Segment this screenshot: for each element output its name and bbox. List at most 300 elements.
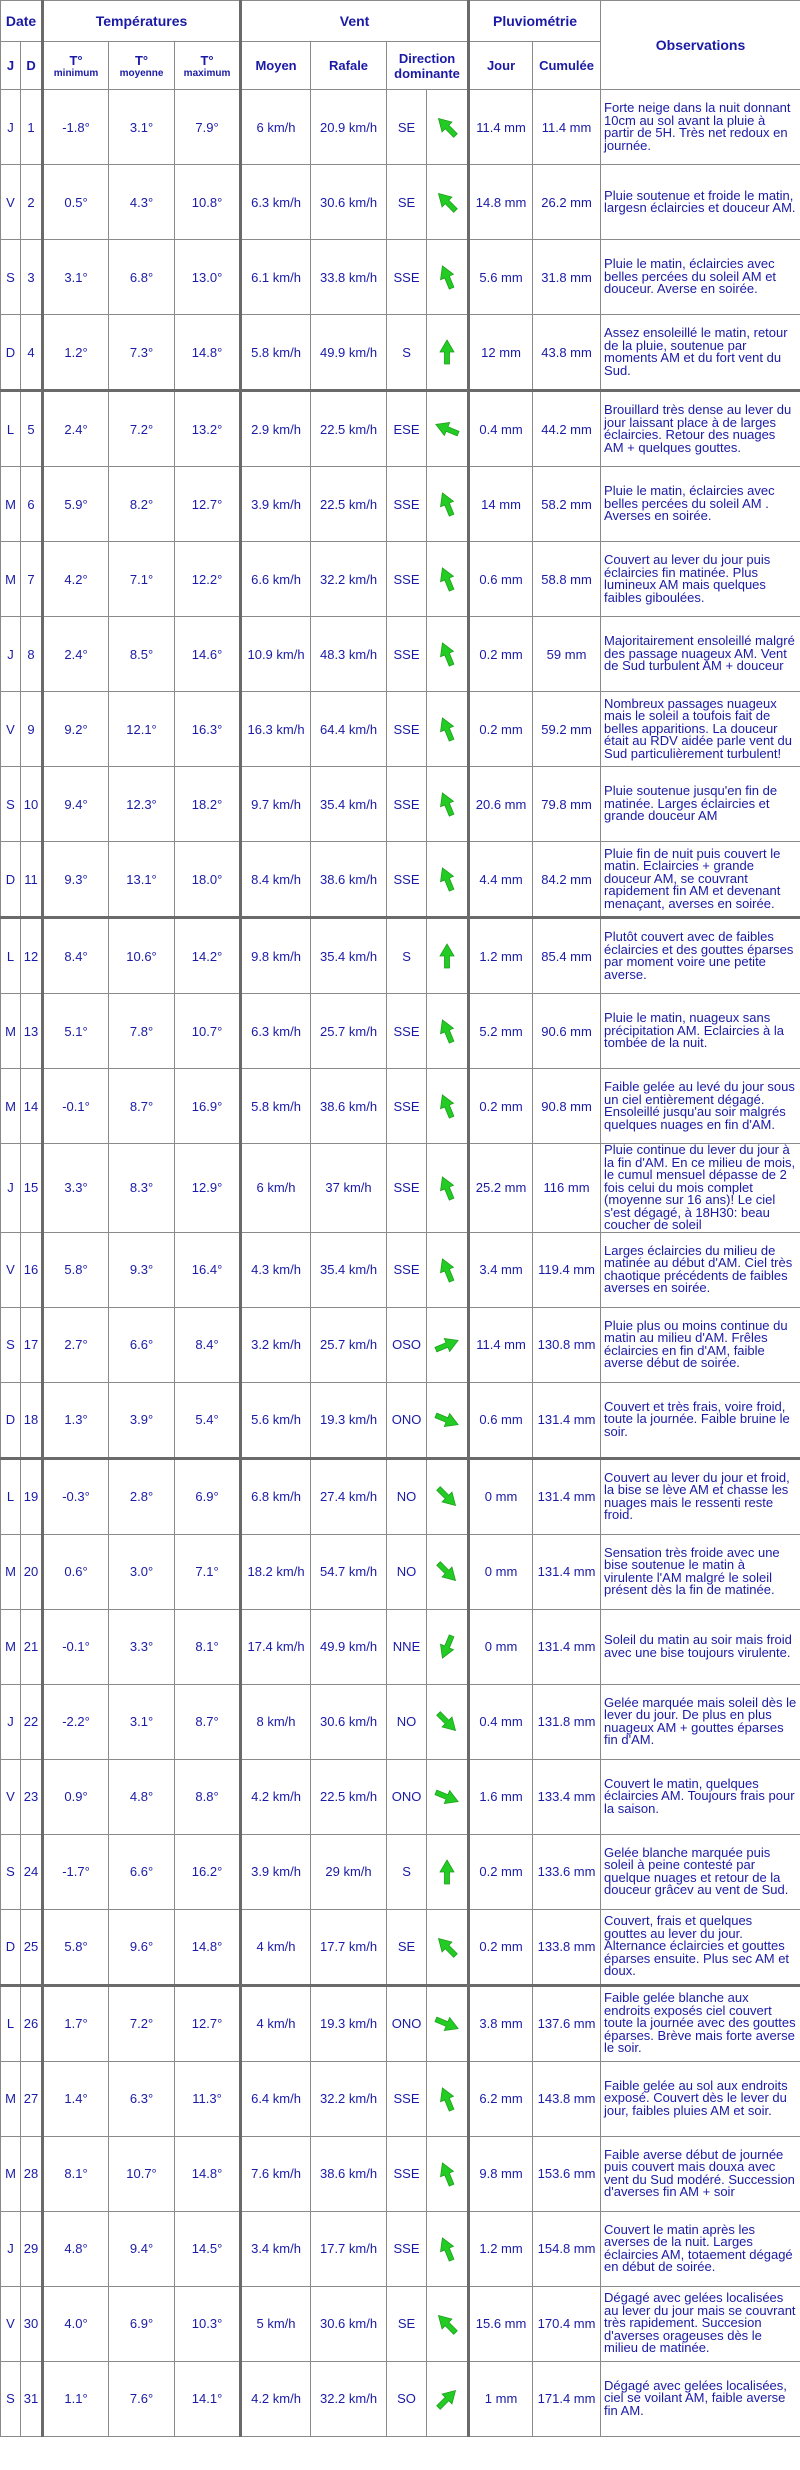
wind-arrow-shape bbox=[436, 2085, 458, 2113]
day-number-cell: 8 bbox=[21, 617, 43, 692]
tmax-cell: 12.7° bbox=[175, 1985, 241, 2061]
wind-arrow-cell bbox=[427, 2286, 469, 2361]
tmin-cell: 2.4° bbox=[43, 617, 109, 692]
tmin-cell: 1.3° bbox=[43, 1382, 109, 1458]
tmin-cell: 1.7° bbox=[43, 1985, 109, 2061]
wind-avg-cell: 9.7 km/h bbox=[241, 767, 311, 842]
tmax-cell: 18.0° bbox=[175, 842, 241, 918]
table-row bbox=[1, 2361, 800, 2436]
wind-dir-cell: SSE bbox=[387, 467, 427, 542]
rain-cumul-cell: 143.8 mm bbox=[533, 2061, 601, 2136]
rain-day-cell: 1 mm bbox=[469, 2361, 533, 2436]
tmax-cell: 14.5° bbox=[175, 2211, 241, 2286]
header-wind-gust: Rafale bbox=[311, 42, 387, 90]
observation-cell: Assez ensoleillé le matin, retour de la pluie, soutenue par moments AM et du fort vent du Sud. bbox=[601, 315, 800, 391]
rain-day-cell: 1.2 mm bbox=[469, 2211, 533, 2286]
observation-cell: Couvert, frais et quelques gouttes au lever du jour. Alternance éclaircies et gouttes éparses ensuite. Plus sec AM et doux. bbox=[601, 1909, 800, 1985]
wind-arrow-shape bbox=[436, 1174, 458, 1202]
wind-avg-cell: 5.8 km/h bbox=[241, 1069, 311, 1144]
observation-cell: Forte neige dans la nuit donnant 10cm au sol avant la pluie à partir de 5H. Très net redoux en journée. bbox=[601, 90, 800, 165]
table-row bbox=[1, 1307, 800, 1382]
wind-arrow-shape bbox=[436, 715, 458, 743]
tmoy-cell: 7.1° bbox=[109, 542, 175, 617]
day-number-cell: 25 bbox=[21, 1909, 43, 1985]
wind-gust-cell: 19.3 km/h bbox=[311, 1985, 387, 2061]
wind-gust-cell: 38.6 km/h bbox=[311, 2136, 387, 2211]
wind-arrow-shape bbox=[434, 2310, 461, 2337]
observation-cell: Faible gelée au levé du jour sous un ciel entièrement dégagé. Ensoleillé jusqu'au soir malgrés quelques nuages en fin d'AM. bbox=[601, 1069, 800, 1144]
observation-cell: Faible gelée au sol aux endroits exposé. Couvert dès le lever du jour, faibles pluies AM et soir. bbox=[601, 2061, 800, 2136]
wind-direction-arrow-icon bbox=[432, 1173, 462, 1203]
rain-cumul-cell: 58.2 mm bbox=[533, 467, 601, 542]
rain-cumul-cell: 119.4 mm bbox=[533, 1232, 601, 1307]
rain-day-cell: 4.4 mm bbox=[469, 842, 533, 918]
wind-arrow-shape bbox=[436, 790, 458, 818]
rain-cumul-cell: 131.4 mm bbox=[533, 1382, 601, 1458]
wind-gust-cell: 22.5 km/h bbox=[311, 467, 387, 542]
wind-avg-cell: 4 km/h bbox=[241, 1909, 311, 1985]
tmax-cell: 16.4° bbox=[175, 1232, 241, 1307]
wind-dir-cell: SSE bbox=[387, 2061, 427, 2136]
wind-dir-cell: SE bbox=[387, 1909, 427, 1985]
day-number-cell: 30 bbox=[21, 2286, 43, 2361]
tmin-cell: 3.3° bbox=[43, 1144, 109, 1233]
table-row bbox=[1, 391, 800, 467]
day-number-cell: 16 bbox=[21, 1232, 43, 1307]
wind-arrow-shape bbox=[440, 1860, 454, 1884]
day-number-cell: 14 bbox=[21, 1069, 43, 1144]
rain-cumul-cell: 90.6 mm bbox=[533, 994, 601, 1069]
weekday-cell: J bbox=[1, 1144, 21, 1233]
day-number-cell: 18 bbox=[21, 1382, 43, 1458]
tmin-cell: 5.8° bbox=[43, 1232, 109, 1307]
wind-avg-cell: 4 km/h bbox=[241, 1985, 311, 2061]
rain-cumul-cell: 131.8 mm bbox=[533, 1684, 601, 1759]
wind-arrow-cell bbox=[427, 467, 469, 542]
wind-arrow-shape bbox=[436, 1017, 458, 1045]
table-row bbox=[1, 2211, 800, 2286]
wind-avg-cell: 6.6 km/h bbox=[241, 542, 311, 617]
wind-avg-cell: 8 km/h bbox=[241, 1684, 311, 1759]
tmin-cell: 3.1° bbox=[43, 240, 109, 315]
wind-arrow-cell bbox=[427, 1684, 469, 1759]
wind-arrow-shape bbox=[436, 1092, 458, 1120]
wind-dir-cell: SSE bbox=[387, 692, 427, 767]
wind-direction-arrow-icon bbox=[432, 1330, 462, 1360]
tmax-cell: 14.1° bbox=[175, 2361, 241, 2436]
rain-cumul-cell: 90.8 mm bbox=[533, 1069, 601, 1144]
tmin-cell: 1.2° bbox=[43, 315, 109, 391]
tmax-cell: 12.7° bbox=[175, 467, 241, 542]
tmin-cell: -1.7° bbox=[43, 1834, 109, 1909]
wind-direction-arrow-icon bbox=[432, 1782, 462, 1812]
wind-direction-arrow-icon bbox=[432, 1016, 462, 1046]
wind-gust-cell: 32.2 km/h bbox=[311, 2361, 387, 2436]
tmin-cell: 9.3° bbox=[43, 842, 109, 918]
wind-gust-cell: 30.6 km/h bbox=[311, 165, 387, 240]
rain-day-cell: 1.2 mm bbox=[469, 918, 533, 994]
observation-cell: Faible gelée blanche aux endroits exposés ciel couvert toute la journée avec des gouttes éparses. Brève mais forte averse le soir. bbox=[601, 1985, 800, 2061]
table-row bbox=[1, 542, 800, 617]
tmin-cell: 8.4° bbox=[43, 918, 109, 994]
wind-arrow-cell bbox=[427, 2211, 469, 2286]
wind-arrow-cell bbox=[427, 842, 469, 918]
weekday-cell: M bbox=[1, 542, 21, 617]
wind-arrow-shape bbox=[436, 490, 458, 518]
rain-day-cell: 9.8 mm bbox=[469, 2136, 533, 2211]
tmax-cell: 14.2° bbox=[175, 918, 241, 994]
observation-cell: Couvert et très frais, voire froid, toute la journée. Faible bruine le soir. bbox=[601, 1382, 800, 1458]
rain-day-cell: 14 mm bbox=[469, 467, 533, 542]
day-number-cell: 21 bbox=[21, 1609, 43, 1684]
tmax-cell: 8.7° bbox=[175, 1684, 241, 1759]
weekday-cell: J bbox=[1, 90, 21, 165]
wind-gust-cell: 49.9 km/h bbox=[311, 1609, 387, 1684]
weekday-cell: D bbox=[1, 315, 21, 391]
wind-gust-cell: 22.5 km/h bbox=[311, 1759, 387, 1834]
rain-cumul-cell: 85.4 mm bbox=[533, 918, 601, 994]
header-tmax-bottom: maximum bbox=[183, 67, 231, 79]
wind-gust-cell: 38.6 km/h bbox=[311, 842, 387, 918]
rain-cumul-cell: 133.4 mm bbox=[533, 1759, 601, 1834]
wind-gust-cell: 25.7 km/h bbox=[311, 1307, 387, 1382]
rain-cumul-cell: 130.8 mm bbox=[533, 1307, 601, 1382]
weekday-cell: M bbox=[1, 2136, 21, 2211]
table-row bbox=[1, 2061, 800, 2136]
wind-avg-cell: 7.6 km/h bbox=[241, 2136, 311, 2211]
wind-avg-cell: 4.2 km/h bbox=[241, 1759, 311, 1834]
tmin-cell: 4.2° bbox=[43, 542, 109, 617]
wind-arrow-cell bbox=[427, 1834, 469, 1909]
tmin-cell: 1.1° bbox=[43, 2361, 109, 2436]
wind-avg-cell: 10.9 km/h bbox=[241, 617, 311, 692]
wind-avg-cell: 18.2 km/h bbox=[241, 1534, 311, 1609]
day-number-cell: 24 bbox=[21, 1834, 43, 1909]
weekday-cell: S bbox=[1, 240, 21, 315]
tmin-cell: 8.1° bbox=[43, 2136, 109, 2211]
wind-avg-cell: 2.9 km/h bbox=[241, 391, 311, 467]
wind-direction-arrow-icon bbox=[432, 2009, 462, 2039]
wind-arrow-cell bbox=[427, 1382, 469, 1458]
header-tmoy-bottom: moyenne bbox=[119, 67, 164, 79]
observation-cell: Faible averse début de journée puis couvert mais douxa avec vent du Sud modéré. Succession d'averses fin AM + soir bbox=[601, 2136, 800, 2211]
wind-dir-cell: SSE bbox=[387, 842, 427, 918]
tmoy-cell: 6.3° bbox=[109, 2061, 175, 2136]
table-row bbox=[1, 842, 800, 918]
tmoy-cell: 8.7° bbox=[109, 1069, 175, 1144]
wind-dir-cell: NNE bbox=[387, 1609, 427, 1684]
rain-day-cell: 15.6 mm bbox=[469, 2286, 533, 2361]
wind-arrow-cell bbox=[427, 692, 469, 767]
wind-direction-arrow-icon bbox=[432, 1932, 462, 1962]
table-row bbox=[1, 315, 800, 391]
day-number-cell: 7 bbox=[21, 542, 43, 617]
wind-arrow-cell bbox=[427, 1609, 469, 1684]
wind-dir-cell: S bbox=[387, 315, 427, 391]
observation-cell: Pluie le matin, éclaircies avec belles percées du soleil AM et douceur. Averse en soirée. bbox=[601, 240, 800, 315]
day-number-cell: 1 bbox=[21, 90, 43, 165]
weekday-cell: V bbox=[1, 2286, 21, 2361]
tmin-cell: -0.1° bbox=[43, 1609, 109, 1684]
observation-cell: Dégagé avec gelées localisées, ciel se voilant AM, faible averse fin AM. bbox=[601, 2361, 800, 2436]
wind-dir-cell: ONO bbox=[387, 1382, 427, 1458]
wind-dir-cell: SO bbox=[387, 2361, 427, 2436]
tmax-cell: 10.7° bbox=[175, 994, 241, 1069]
rain-day-cell: 5.6 mm bbox=[469, 240, 533, 315]
day-number-cell: 31 bbox=[21, 2361, 43, 2436]
table-row bbox=[1, 1144, 800, 1233]
wind-gust-cell: 33.8 km/h bbox=[311, 240, 387, 315]
wind-avg-cell: 9.8 km/h bbox=[241, 918, 311, 994]
rain-day-cell: 25.2 mm bbox=[469, 1144, 533, 1233]
rain-cumul-cell: 133.6 mm bbox=[533, 1834, 601, 1909]
observation-cell: Couvert le matin, quelques éclaircies AM. Toujours frais pour la saison. bbox=[601, 1759, 800, 1834]
tmin-cell: 4.0° bbox=[43, 2286, 109, 2361]
wind-dir-cell: SE bbox=[387, 165, 427, 240]
tmin-cell: 5.9° bbox=[43, 467, 109, 542]
day-number-cell: 15 bbox=[21, 1144, 43, 1233]
wind-gust-cell: 27.4 km/h bbox=[311, 1458, 387, 1534]
table-row bbox=[1, 90, 800, 165]
tmoy-cell: 9.4° bbox=[109, 2211, 175, 2286]
tmoy-cell: 12.1° bbox=[109, 692, 175, 767]
rain-day-cell: 0.6 mm bbox=[469, 542, 533, 617]
table-row bbox=[1, 1909, 800, 1985]
weekday-cell: S bbox=[1, 1307, 21, 1382]
wind-avg-cell: 4.3 km/h bbox=[241, 1232, 311, 1307]
wind-dir-cell: NO bbox=[387, 1534, 427, 1609]
weekday-cell: V bbox=[1, 1232, 21, 1307]
wind-arrow-cell bbox=[427, 918, 469, 994]
weekday-cell: J bbox=[1, 617, 21, 692]
wind-gust-cell: 48.3 km/h bbox=[311, 617, 387, 692]
tmax-cell: 18.2° bbox=[175, 767, 241, 842]
wind-direction-arrow-icon bbox=[432, 112, 462, 142]
tmoy-cell: 6.8° bbox=[109, 240, 175, 315]
wind-arrow-cell bbox=[427, 767, 469, 842]
observation-cell: Pluie le matin, nuageux sans précipitation AM. Eclaircies à la tombée de la nuit. bbox=[601, 994, 800, 1069]
wind-arrow-cell bbox=[427, 1985, 469, 2061]
weekday-cell: M bbox=[1, 994, 21, 1069]
wind-arrow-shape bbox=[434, 1708, 461, 1735]
header-weekday: J bbox=[1, 42, 21, 90]
wind-arrow-cell bbox=[427, 165, 469, 240]
tmin-cell: 4.8° bbox=[43, 2211, 109, 2286]
tmax-cell: 14.8° bbox=[175, 315, 241, 391]
rain-cumul-cell: 59 mm bbox=[533, 617, 601, 692]
weekday-cell: M bbox=[1, 1069, 21, 1144]
day-number-cell: 11 bbox=[21, 842, 43, 918]
tmax-cell: 11.3° bbox=[175, 2061, 241, 2136]
observation-cell: Pluie soutenue jusqu'en fin de matinée. Larges éclaircies et grande douceur AM bbox=[601, 767, 800, 842]
header-tmax bbox=[175, 42, 241, 90]
weekday-cell: V bbox=[1, 165, 21, 240]
wind-arrow-shape bbox=[433, 418, 461, 440]
rain-day-cell: 0.2 mm bbox=[469, 1069, 533, 1144]
header-rain-cumul: Cumulée bbox=[533, 42, 601, 90]
observation-cell: Soleil du matin au soir mais froid avec une bise toujours virulente. bbox=[601, 1609, 800, 1684]
tmax-cell: 7.1° bbox=[175, 1534, 241, 1609]
rain-cumul-cell: 31.8 mm bbox=[533, 240, 601, 315]
day-number-cell: 22 bbox=[21, 1684, 43, 1759]
observation-cell: Majoritairement ensoleillé malgré des passage nuageux AM. Vent de Sud turbulent AM + douceur bbox=[601, 617, 800, 692]
tmin-cell: 0.6° bbox=[43, 1534, 109, 1609]
wind-avg-cell: 3.9 km/h bbox=[241, 1834, 311, 1909]
day-number-cell: 28 bbox=[21, 2136, 43, 2211]
tmin-cell: 5.1° bbox=[43, 994, 109, 1069]
rain-cumul-cell: 44.2 mm bbox=[533, 391, 601, 467]
weekday-cell: M bbox=[1, 467, 21, 542]
weekday-cell: V bbox=[1, 1759, 21, 1834]
wind-direction-arrow-icon bbox=[432, 1405, 462, 1435]
header-tmin-top: T° bbox=[69, 52, 83, 68]
wind-dir-cell: ESE bbox=[387, 391, 427, 467]
rain-day-cell: 14.8 mm bbox=[469, 165, 533, 240]
table-row bbox=[1, 2286, 800, 2361]
wind-arrow-cell bbox=[427, 1458, 469, 1534]
rain-day-cell: 11.4 mm bbox=[469, 1307, 533, 1382]
rain-day-cell: 0.2 mm bbox=[469, 617, 533, 692]
rain-cumul-cell: 43.8 mm bbox=[533, 315, 601, 391]
tmoy-cell: 12.3° bbox=[109, 767, 175, 842]
header-tmin-bottom: minimum bbox=[53, 67, 99, 79]
observation-cell: Gelée marquée mais soleil dès le lever du jour. De plus en plus nuageux AM + gouttes éparses fin d'AM. bbox=[601, 1684, 800, 1759]
header-temperatures: Températures bbox=[43, 1, 241, 42]
wind-avg-cell: 6.4 km/h bbox=[241, 2061, 311, 2136]
observation-cell: Pluie plus ou moins continue du matin au milieu d'AM. Frêles éclaircies en fin d'AM, faible averse début de soirée. bbox=[601, 1307, 800, 1382]
wind-dir-cell: SSE bbox=[387, 2211, 427, 2286]
wind-arrow-cell bbox=[427, 542, 469, 617]
tmoy-cell: 4.3° bbox=[109, 165, 175, 240]
wind-arrow-cell bbox=[427, 2136, 469, 2211]
tmin-cell: -0.1° bbox=[43, 1069, 109, 1144]
wind-direction-arrow-icon bbox=[432, 639, 462, 669]
wind-gust-cell: 19.3 km/h bbox=[311, 1382, 387, 1458]
tmoy-cell: 4.8° bbox=[109, 1759, 175, 1834]
weekday-cell: L bbox=[1, 1985, 21, 2061]
tmoy-cell: 10.6° bbox=[109, 918, 175, 994]
table-row bbox=[1, 1458, 800, 1534]
wind-avg-cell: 3.2 km/h bbox=[241, 1307, 311, 1382]
wind-avg-cell: 3.4 km/h bbox=[241, 2211, 311, 2286]
wind-arrow-cell bbox=[427, 2361, 469, 2436]
rain-day-cell: 3.8 mm bbox=[469, 1985, 533, 2061]
rain-cumul-cell: 26.2 mm bbox=[533, 165, 601, 240]
rain-cumul-cell: 11.4 mm bbox=[533, 90, 601, 165]
wind-arrow-shape bbox=[440, 340, 454, 364]
wind-gust-cell: 37 km/h bbox=[311, 1144, 387, 1233]
wind-direction-arrow-icon bbox=[432, 789, 462, 819]
wind-arrow-shape bbox=[436, 2160, 458, 2188]
wind-arrow-cell bbox=[427, 90, 469, 165]
tmax-cell: 6.9° bbox=[175, 1458, 241, 1534]
rain-day-cell: 0.2 mm bbox=[469, 1909, 533, 1985]
wind-arrow-shape bbox=[434, 1558, 461, 1585]
weekday-cell: L bbox=[1, 1458, 21, 1534]
day-number-cell: 12 bbox=[21, 918, 43, 994]
rain-day-cell: 0.6 mm bbox=[469, 1382, 533, 1458]
table-row bbox=[1, 1382, 800, 1458]
wind-gust-cell: 32.2 km/h bbox=[311, 542, 387, 617]
tmax-cell: 8.1° bbox=[175, 1609, 241, 1684]
wind-dir-cell: ONO bbox=[387, 1759, 427, 1834]
tmoy-cell: 3.3° bbox=[109, 1609, 175, 1684]
header-date: Date bbox=[1, 1, 43, 42]
wind-arrow-cell bbox=[427, 391, 469, 467]
day-number-cell: 6 bbox=[21, 467, 43, 542]
wind-avg-cell: 6.3 km/h bbox=[241, 165, 311, 240]
observation-cell: Pluie fin de nuit puis couvert le matin. Eclaircies + grande douceur AM, se couvrant rapidement fin AM et devenant menaçant, averses en soirée. bbox=[601, 842, 800, 918]
table-row bbox=[1, 918, 800, 994]
wind-direction-arrow-icon bbox=[432, 2384, 462, 2414]
tmoy-cell: 8.2° bbox=[109, 467, 175, 542]
wind-avg-cell: 6 km/h bbox=[241, 1144, 311, 1233]
weekday-cell: M bbox=[1, 2061, 21, 2136]
tmax-cell: 7.9° bbox=[175, 90, 241, 165]
day-number-cell: 3 bbox=[21, 240, 43, 315]
tmoy-cell: 8.5° bbox=[109, 617, 175, 692]
observation-cell: Larges éclaircies du milieu de matinée au début d'AM. Ciel très chaotique précédents de faibles averses en soirée. bbox=[601, 1232, 800, 1307]
day-number-cell: 29 bbox=[21, 2211, 43, 2286]
weekday-cell: J bbox=[1, 2211, 21, 2286]
wind-direction-arrow-icon bbox=[432, 714, 462, 744]
wind-gust-cell: 20.9 km/h bbox=[311, 90, 387, 165]
wind-gust-cell: 17.7 km/h bbox=[311, 1909, 387, 1985]
wind-avg-cell: 6 km/h bbox=[241, 90, 311, 165]
day-number-cell: 13 bbox=[21, 994, 43, 1069]
tmin-cell: 5.8° bbox=[43, 1909, 109, 1985]
table-row bbox=[1, 1684, 800, 1759]
wind-dir-cell: SSE bbox=[387, 1069, 427, 1144]
tmoy-cell: 3.1° bbox=[109, 1684, 175, 1759]
rain-day-cell: 0 mm bbox=[469, 1609, 533, 1684]
observation-cell: Dégagé avec gelées localisées au lever du jour mais se couvrant très rapidement. Succesion d'averses orageuses dès le milieu de matinée. bbox=[601, 2286, 800, 2361]
tmoy-cell: 10.7° bbox=[109, 2136, 175, 2211]
wind-direction-arrow-icon bbox=[432, 262, 462, 292]
tmax-cell: 14.8° bbox=[175, 1909, 241, 1985]
wind-direction-arrow-icon bbox=[432, 564, 462, 594]
wind-arrow-shape bbox=[434, 2385, 461, 2412]
header-day: D bbox=[21, 42, 43, 90]
table-row bbox=[1, 1985, 800, 2061]
wind-gust-cell: 64.4 km/h bbox=[311, 692, 387, 767]
tmin-cell: -0.3° bbox=[43, 1458, 109, 1534]
tmax-cell: 16.2° bbox=[175, 1834, 241, 1909]
wind-gust-cell: 29 km/h bbox=[311, 1834, 387, 1909]
tmoy-cell: 7.8° bbox=[109, 994, 175, 1069]
wind-arrow-shape bbox=[436, 1633, 458, 1661]
tmoy-cell: 3.0° bbox=[109, 1534, 175, 1609]
wind-gust-cell: 32.2 km/h bbox=[311, 2061, 387, 2136]
wind-arrow-cell bbox=[427, 1232, 469, 1307]
wind-gust-cell: 35.4 km/h bbox=[311, 1232, 387, 1307]
tmax-cell: 10.8° bbox=[175, 165, 241, 240]
tmax-cell: 16.3° bbox=[175, 692, 241, 767]
wind-arrow-cell bbox=[427, 240, 469, 315]
tmoy-cell: 8.3° bbox=[109, 1144, 175, 1233]
rain-day-cell: 0.4 mm bbox=[469, 1684, 533, 1759]
wind-arrow-shape bbox=[434, 114, 461, 141]
wind-dir-cell: SE bbox=[387, 90, 427, 165]
header-tmoy bbox=[109, 42, 175, 90]
header-wind-avg: Moyen bbox=[241, 42, 311, 90]
wind-dir-cell: ONO bbox=[387, 1985, 427, 2061]
header-tmin bbox=[43, 42, 109, 90]
wind-dir-cell: NO bbox=[387, 1684, 427, 1759]
wind-arrow-cell bbox=[427, 994, 469, 1069]
observation-cell: Nombreux passages nuageux mais le soleil a toufois fait de belles apparitions. La douceur était au RDV aidée parle vent du Sud particulièrement turbulent! bbox=[601, 692, 800, 767]
tmoy-cell: 3.9° bbox=[109, 1382, 175, 1458]
